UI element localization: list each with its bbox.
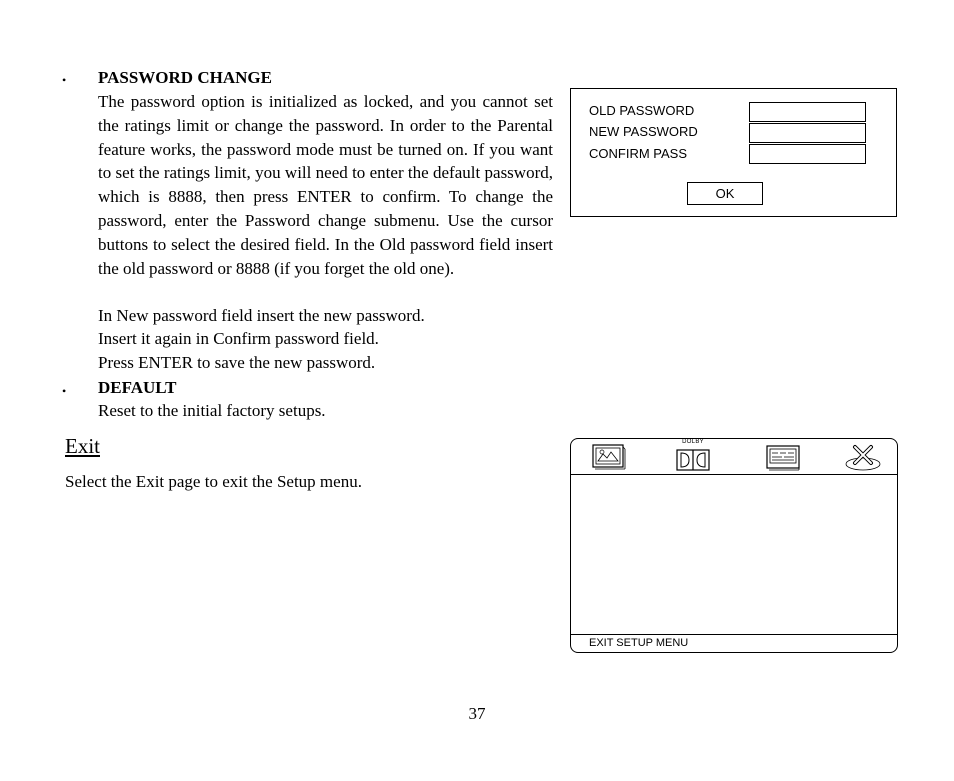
setup-icon-bar (571, 439, 897, 475)
password-change-paragraph: The password option is initialized as locked, and you cannot set the ratings limit or change the password. In order to the Parental feature works, the password mode must be turned on. If you want to set the ratings limit, you will need to enter the default password, which is 8888, then press ENTER to confirm. To change the password, enter the Password change submenu. Use the cursor buttons to select the desired field. In the Old password field insert the old password or 8888 (if you forget the old one). (98, 92, 553, 278)
password-change-line-2: Insert it again in Confirm password field. (98, 329, 379, 348)
setup-status-bar (571, 634, 897, 652)
dolby-audio-icon[interactable] (673, 441, 713, 473)
confirm-password-label: CONFIRM PASS (589, 146, 687, 161)
exit-heading: Exit (65, 434, 100, 458)
general-setup-icon[interactable] (589, 441, 629, 473)
old-password-field[interactable] (749, 102, 866, 122)
exit-setup-menu-label: EXIT SETUP MENU (589, 637, 689, 649)
exit-icon[interactable] (843, 441, 883, 473)
bullet-password-change: • (62, 73, 67, 87)
password-change-dialog (570, 88, 897, 217)
new-password-field[interactable] (749, 123, 866, 143)
page-number: 37 (468, 704, 486, 723)
dolby-label: DOLBY (682, 439, 704, 445)
video-setup-icon[interactable] (763, 441, 803, 473)
password-change-title: PASSWORD CHANGE (98, 68, 272, 87)
password-change-line-1: In New password field insert the new password. (98, 306, 425, 325)
exit-description: Select the Exit page to exit the Setup menu. (65, 472, 362, 491)
new-password-label: NEW PASSWORD (589, 124, 698, 139)
setup-menu-window (570, 438, 898, 653)
default-text: Reset to the initial factory setups. (98, 401, 326, 420)
old-password-label: OLD PASSWORD (589, 103, 695, 118)
bullet-default: • (62, 384, 67, 398)
confirm-password-field[interactable] (749, 144, 866, 164)
default-title: DEFAULT (98, 378, 177, 397)
ok-button[interactable]: OK (687, 182, 763, 205)
password-change-line-3: Press ENTER to save the new password. (98, 353, 376, 372)
